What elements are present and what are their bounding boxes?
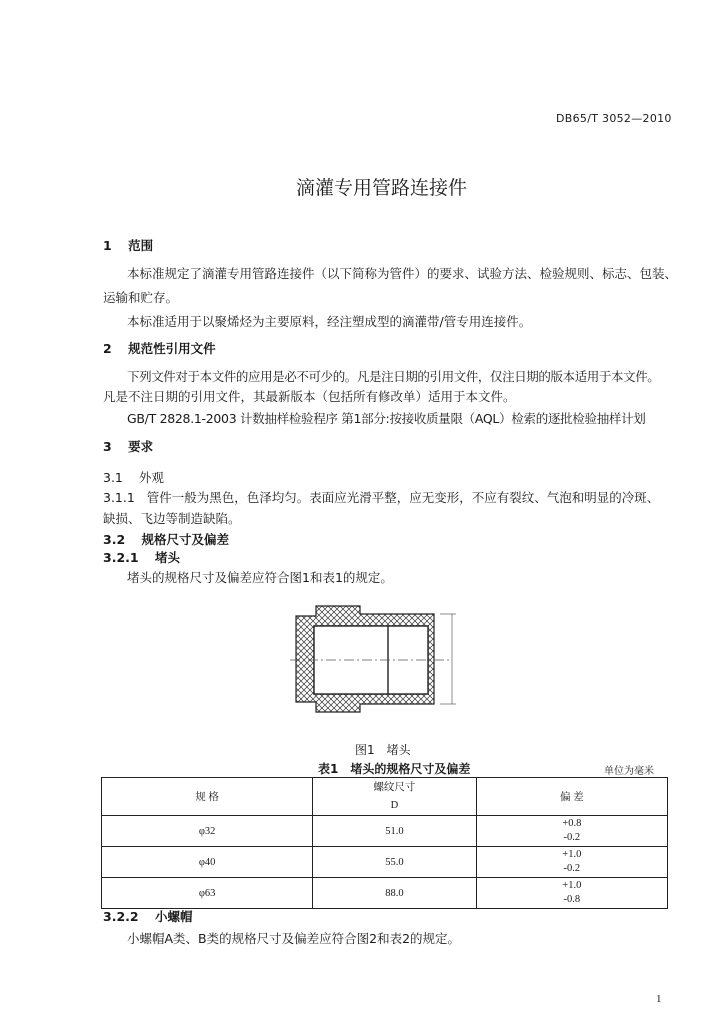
table-caption: 表1 堵头的规格尺寸及偏差 (318, 762, 471, 776)
paragraph: 缺损、飞边等制造缺陷。 (103, 511, 241, 526)
header-thread (313, 778, 476, 816)
cell-tolerance (476, 847, 667, 878)
end-cap-drawing (280, 600, 470, 718)
cell-d: 55.0 (313, 847, 476, 878)
table-row (102, 878, 668, 909)
subsection-3-1-heading (103, 470, 164, 486)
section-title: 范围 (128, 238, 154, 253)
cell-tolerance (476, 878, 667, 909)
subsection-number: 3.2 (103, 532, 126, 547)
paragraph: 小螺帽A类、B类的规格尺寸及偏差应符合图2和表2的规定。 (127, 931, 461, 946)
table-row (102, 847, 668, 878)
cell-d: 88.0 (313, 878, 476, 909)
header-thread-symbol: D (390, 799, 399, 811)
paragraph: 本标准适用于以聚烯烃为主要原料，经注塑成型的滴灌带/管专用连接件。 (127, 314, 532, 329)
standard-number: DB65/T 3052—2010 (556, 112, 672, 125)
cell-d: 51.0 (313, 816, 476, 847)
figure-caption: 图1 堵头 (355, 743, 411, 757)
paragraph: 运输和贮存。 (103, 290, 179, 305)
paragraph: 凡是不注日期的引用文件，其最新版本（包括所有修改单）适用于本文件。 (103, 389, 516, 404)
tol-lower: -0.2 (563, 863, 581, 874)
spec-table (101, 777, 668, 909)
page-number: 1 (656, 993, 662, 1005)
subsection-3-2-heading (103, 532, 229, 548)
clause-number: 3.1.1 (103, 490, 135, 505)
tol-upper: +1.0 (562, 849, 582, 860)
header-tolerance: 偏 差 (476, 778, 667, 816)
section-number: 3 (103, 439, 112, 454)
unit-note: 单位为毫米 (604, 766, 654, 777)
cell-spec: φ32 (102, 816, 313, 847)
clause-title: 堵头 (154, 550, 180, 565)
clause-text: 管件一般为黑色，色泽均匀。表面应光滑平整，应无变形，不应有裂纹、气泡和明显的冷斑、 (146, 490, 660, 505)
table-row (102, 816, 668, 847)
page-title: 滴灌专用管路连接件 (296, 177, 468, 199)
tol-upper: +0.8 (562, 818, 582, 829)
header-spec: 规 格 (102, 778, 313, 816)
paragraph: 本标准规定了滴灌专用管路连接件（以下简称为管件）的要求、试验方法、检验规则、标志、包装、 (127, 266, 678, 281)
paragraph: 下列文件对于本文件的应用是必不可少的。凡是注日期的引用文件，仅注日期的版本适用于本文件。 (127, 369, 660, 384)
cell-spec: φ63 (102, 878, 313, 909)
clause-number: 3.2.2 (103, 909, 139, 924)
cell-tolerance (476, 816, 667, 847)
section-number: 2 (103, 341, 112, 356)
reference-item: GB/T 2828.1-2003 计数抽样检验程序 第1部分:按接收质量限（AQL）检索的逐批检验抽样计划 (127, 411, 646, 426)
paragraph: 堵头的规格尺寸及偏差应符合图1和表1的规定。 (127, 570, 393, 585)
section-number: 1 (103, 238, 112, 253)
tol-lower: -0.2 (563, 832, 581, 843)
section-title: 规范性引用文件 (128, 341, 216, 356)
clause-title: 小螺帽 (154, 909, 193, 924)
section-title: 要求 (128, 439, 154, 454)
table-header-row (102, 778, 668, 816)
clause-3-2-1-heading (103, 550, 180, 566)
clause-number: 3.2.1 (103, 550, 139, 565)
tol-upper: +1.0 (562, 880, 582, 891)
clause-3-2-2-heading (103, 909, 192, 925)
subsection-title: 外观 (138, 470, 164, 485)
paragraph (103, 490, 659, 506)
section-3-heading (103, 439, 153, 455)
section-1-heading (103, 238, 153, 254)
section-2-heading (103, 341, 216, 357)
subsection-number: 3.1 (103, 470, 123, 485)
header-thread-label: 螺纹尺寸 (373, 781, 416, 793)
subsection-title: 规格尺寸及偏差 (141, 532, 230, 547)
cell-spec: φ40 (102, 847, 313, 878)
tol-lower: -0.8 (563, 894, 581, 905)
